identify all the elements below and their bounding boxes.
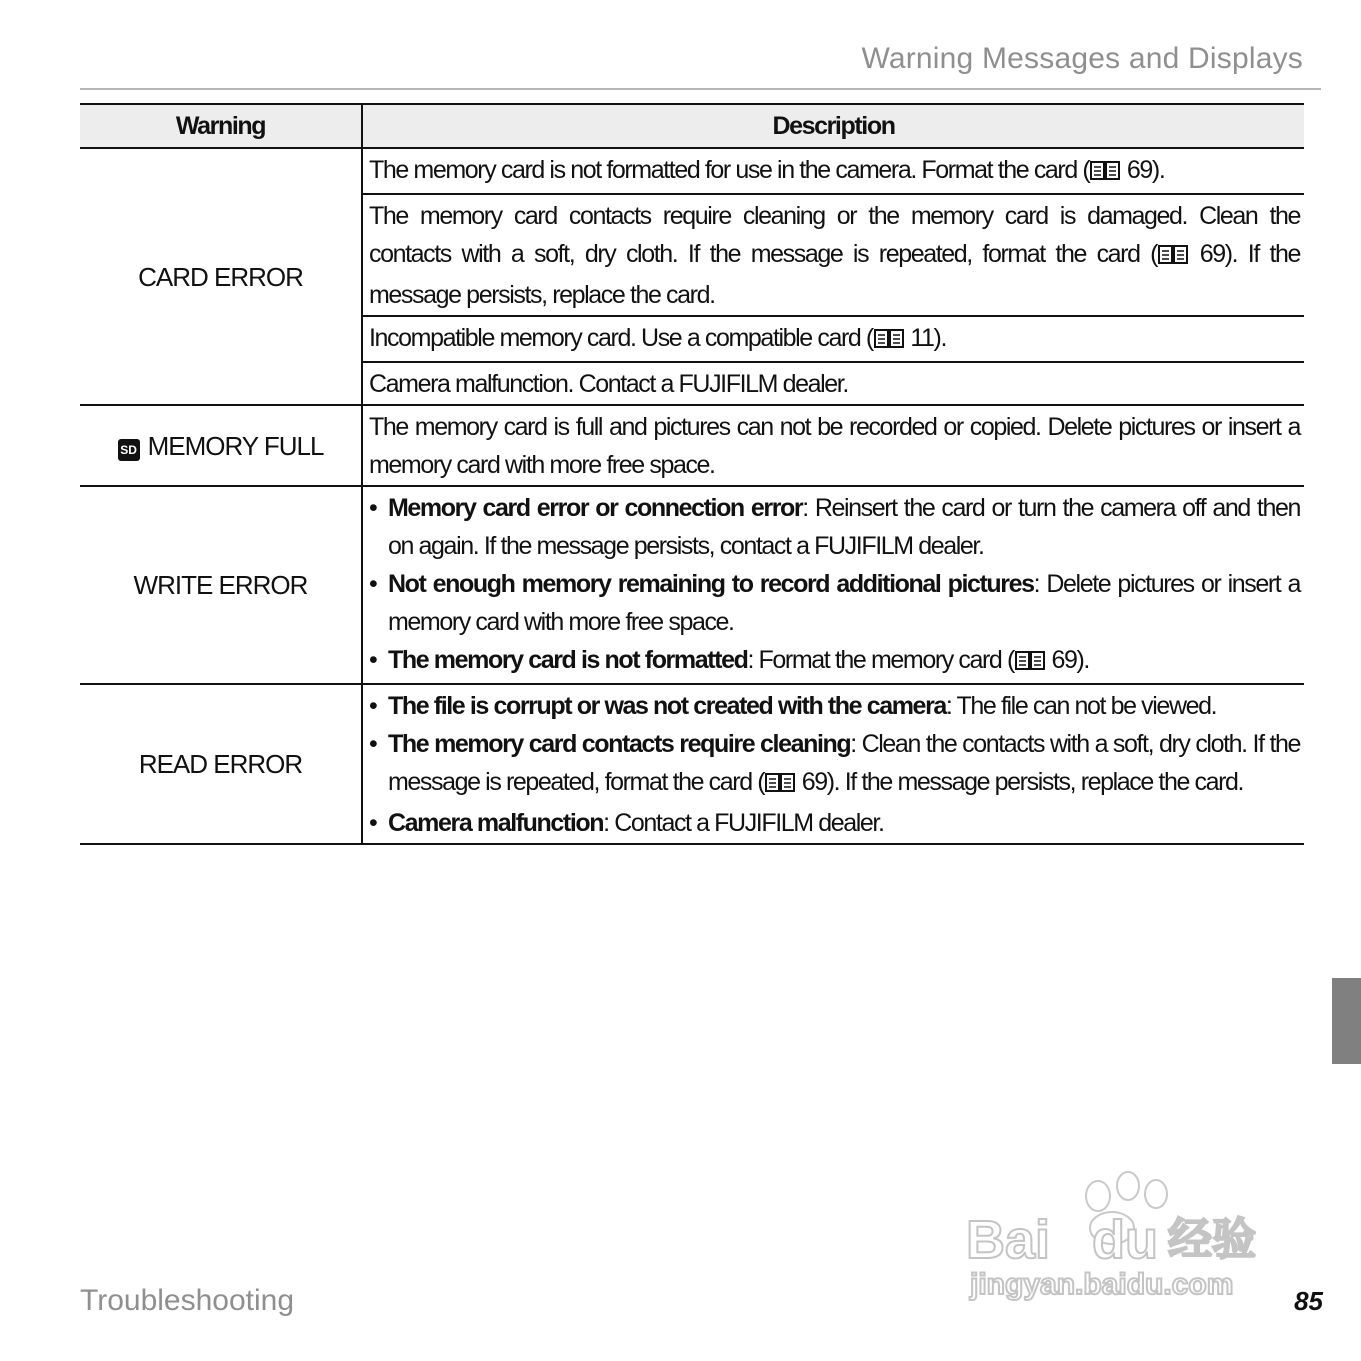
warning-memory-full [80,405,362,486]
header-rule [80,88,1321,90]
warning-label: MEMORY FULL [147,430,324,461]
table-row [80,405,1304,486]
description-cell: The memory card is not formatted for use in the camera. Format the card ( 69). [362,148,1304,194]
sd-card-icon: SD [118,439,140,461]
description-cell: Camera malfunction. Contact a FUJIFILM dealer. [362,362,1304,405]
watermark-url: jingyan.baidu.com [970,1268,1234,1301]
book-icon [1157,238,1189,276]
baidu-watermark [960,1158,1280,1308]
table-row [80,684,1304,844]
running-head-title: Warning Messages and Displays [861,42,1303,75]
table-header-row [80,104,1304,148]
warning-card-error: CARD ERROR [80,148,362,405]
table-row [80,486,1304,684]
watermark-brand-2: du [1092,1210,1158,1270]
warning-table [80,103,1304,845]
list-item: • Camera malfunction: Contact a FUJIFILM dealer. [369,804,1300,842]
watermark-brand-cn: 经验 [1168,1215,1256,1264]
description-cell [362,684,1304,844]
description-cell: The memory card contacts require cleaning or the memory card is damaged. Clean the contacts with a soft, dry cloth. If the message is repeated, format the card ( 69). If the message persists, replace the card. [362,194,1304,316]
footer-section-title: Troubleshooting [80,1284,295,1317]
bullet-list [369,489,1300,682]
section-tab [1332,978,1361,1064]
book-icon [1089,154,1121,192]
list-item: • Memory card error or connection error: Reinsert the card or turn the camera off and then on again. If the message persists, contact a FUJIFILM dealer. [369,489,1300,565]
list-item: • The memory card contacts require cleaning: Clean the contacts with a soft, dry cloth. If the message is repeated, format the card ( 69). If the message persists, replace the card. [369,725,1300,804]
description-cell: The memory card is full and pictures can not be recorded or copied. Delete pictures or insert a memory card with more free space. [362,405,1304,486]
list-item: • The file is corrupt or was not created with the camera: The file can not be viewed. [369,687,1300,725]
list-item: • Not enough memory remaining to record additional pictures: Delete pictures or insert a memory card with more free space. [369,565,1300,641]
book-icon [764,766,796,804]
bullet-list [369,687,1300,842]
warning-read-error: READ ERROR [80,684,362,844]
list-item: • The memory card is not formatted: Format the memory card ( 69). [369,641,1300,682]
column-header-description: Description [362,104,1304,148]
description-cell: Incompatible memory card. Use a compatible card ( 11). [362,316,1304,362]
book-icon [873,322,905,360]
book-icon [1014,644,1046,682]
warning-write-error: WRITE ERROR [80,486,362,684]
table-row [80,148,1304,194]
column-header-warning: Warning [80,104,362,148]
watermark-brand: Bai [966,1210,1051,1270]
page-number: 85 [1294,1286,1323,1316]
description-cell [362,486,1304,684]
